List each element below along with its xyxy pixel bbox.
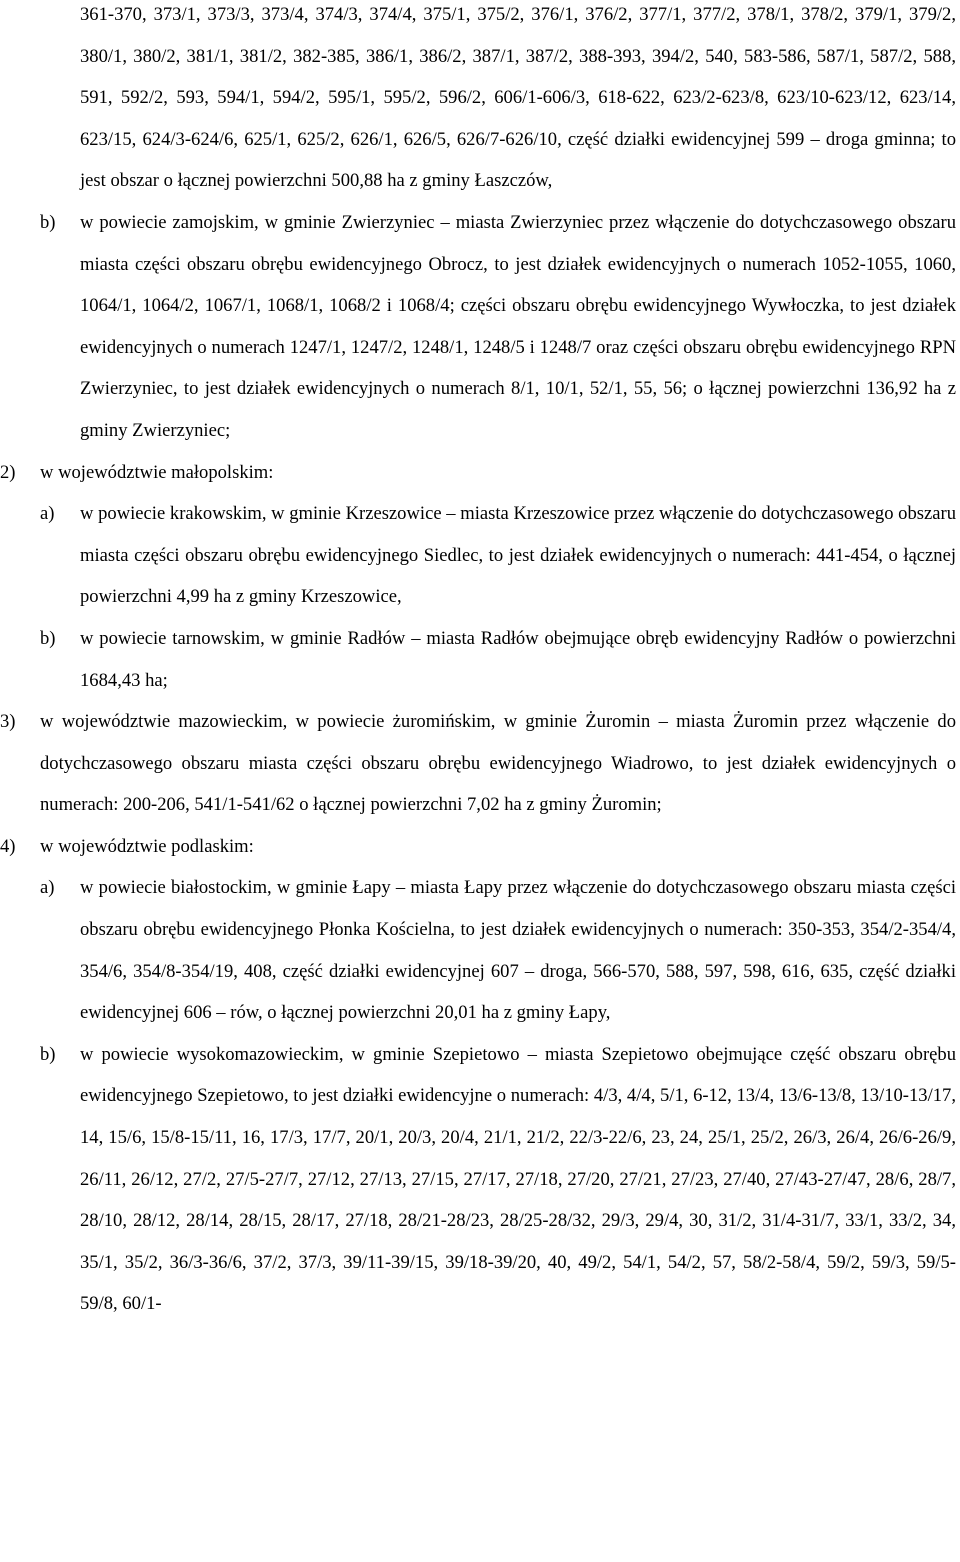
paragraph-text: w powiecie wysokomazowieckim, w gminie Szepietowo – miasta Szepietowo obejmujące część obszaru obrębu ewidencyjnego Szepietowo, to jest działki ewidencyjne o numerach: 4/3, 4/4, 5/1, 6-12, 13/4, 13/6-13/8, 13/10-13/17, 14, 15/6, 15/8-15/11, 16, 17/3, 17/7, 20/1, 20/3, 20/4, 21/1, 21/2, 22/3-22/6, 23, 24, 25/1, 25/2, 26/3, 26/4, 26/6-26/9, 26/11, 26/12, 27/2, 27/5-27/7, 27/12, 27/13, 27/15, 27/17, 27/18, 27/20, 27/21, 27/23, 27/40, 27/43-27/47, 28/6, 28/7, 28/10, 28/12, 28/14, 28/15, 28/17, 27/18, 28/21-28/23, 28/25-28/32, 29/3, 29/4, 30, 31/2, 31/4-31/7, 33/1, 33/2, 34, 35/1, 35/2, 36/3-36/6, 37/2, 37/3, 39/11-39/15, 39/18-39/20, 40, 49/2, 54/1, 54/2, 57, 58/2-58/4, 59/2, 59/3, 59/5-59/8, 60/1- [80,1043,956,1315]
paragraph-text: w powiecie białostockim, w gminie Łapy – miasta Łapy przez włączenie do dotychczasowego obszaru miasta części obszaru obrębu ewidencyjnego Płonka Kościelna, to jest działek ewidencyjnych o numerach: 350-353, 354/2-354/4, 354/6, 354/8-354/19, 408, część działki ewidencyjnej 607 – droga, 566-570, 588, 597, 598, 616, 635, część działki ewidencyjnej 606 – rów, o łącznej powierzchni 20,01 ha z gminy Łapy, [80,877,956,1024]
list-label: b) [40,211,56,233]
paragraph-text: w powiecie zamojskim, w gminie Zwierzyniec – miasta Zwierzyniec przez włączenie do dotychczasowego obszaru miasta części obszaru obrębu ewidencyjnego Obrocz, to jest działek ewidencyjnych o numerach 1052-1055, 1060, 1064/1, 1064/2, 1067/1, 1068/1, 1068/2 i 1068/4; części obszaru obrębu ewidencyjnego Wywłoczka, to jest działek ewidencyjnych o numerach 1247/1, 1247/2, 1248/1, 1248/5 i 1248/7 oraz części obszaru obrębu ewidencyjnego RPN Zwierzyniec, to jest działek ewidencyjnych o numerach 8/1, 10/1, 52/1, 55, 56; o łącznej powierzchni 136,92 ha z gminy Zwierzyniec; [80,211,956,441]
paragraph-text: w województwie małopolskim: [40,461,274,483]
paragraph-text: w województwie mazowieckim, w powiecie żuromińskim, w gminie Żuromin – miasta Żuromin przez włączenie do dotychczasowego obszaru miasta części obszaru obrębu ewidencyjnego Wiadrowo, to jest działek ewidencyjnych o numerach: 200-206, 541/1-541/62 o łącznej powierzchni 7,02 ha z gminy Żuromin; [40,711,956,816]
list-item-3-mazowieckie [0,701,956,826]
list-label: b) [40,1043,56,1065]
list-item-a-lapy [40,867,956,1033]
list-label: a) [40,503,55,525]
list-label: b) [40,627,56,649]
paragraph-text: w powiecie tarnowskim, w gminie Radłów – miasta Radłów obejmujące obręb ewidencyjny Radłów o powierzchni 1684,43 ha; [80,627,956,691]
list-label: a) [40,877,55,899]
list-item-b-szepietowo [40,1034,956,1325]
list-item-4-podlaskie [0,826,956,868]
paragraph-text: w województwie podlaskim: [40,835,254,857]
list-item-b-radlow [40,618,956,701]
list-label: 3) [0,711,16,733]
list-item-2-malopolskie [0,452,956,494]
continuation-paragraph [80,0,956,202]
list-item-b-zwierzyniec [40,202,956,452]
list-label: 4) [0,835,16,857]
paragraph-text: w powiecie krakowskim, w gminie Krzeszowice – miasta Krzeszowice przez włączenie do dotychczasowego obszaru miasta części obszaru obrębu ewidencyjnego Siedlec, to jest działek ewidencyjnych o numerach: 441-454, o łącznej powierzchni 4,99 ha z gminy Krzeszowice, [80,503,956,608]
list-label: 2) [0,461,16,483]
paragraph-text: 361-370, 373/1, 373/3, 373/4, 374/3, 374/4, 375/1, 375/2, 376/1, 376/2, 377/1, 377/2, 378/1, 378/2, 379/1, 379/2, 380/1, 380/2, 381/1, 381/2, 382-385, 386/1, 386/2, 387/1, 387/2, 388-393, 394/2, 540, 583-586, 587/1, 587/2, 588, 591, 592/2, 593, 594/1, 594/2, 595/1, 595/2, 596/2, 606/1-606/3, 618-622, 623/2-623/8, 623/10-623/12, 623/14, 623/15, 624/3-624/6, 625/1, 625/2, 626/1, 626/5, 626/7-626/10, część działki ewidencyjnej 599 – droga gminna; to jest obszar o łącznej powierzchni 500,88 ha z gminy Łaszczów, [80,4,956,192]
list-item-a-krzeszowice [40,493,956,618]
